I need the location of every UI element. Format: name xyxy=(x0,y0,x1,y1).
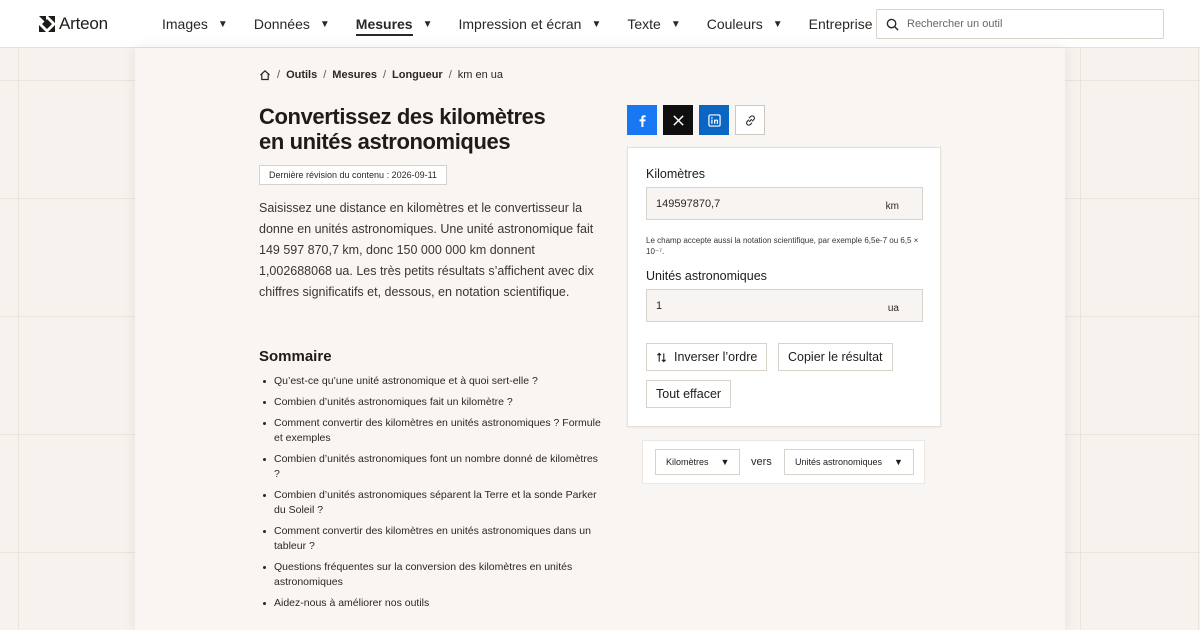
caret-down-icon: ▼ xyxy=(670,18,681,30)
logo-icon xyxy=(39,16,55,32)
toc-item[interactable]: Combien d’unités astronomiques séparent la Terre et la sonde Parker du Soleil ? xyxy=(259,488,604,518)
clear-all-button[interactable]: Tout effacer xyxy=(646,380,731,408)
breadcrumb-longueur[interactable]: Longueur xyxy=(392,69,443,81)
breadcrumb xyxy=(259,69,503,81)
nav-label: Mesures xyxy=(356,16,413,36)
link-icon xyxy=(744,114,757,127)
toc-title: Sommaire xyxy=(259,348,332,365)
main-nav xyxy=(162,0,918,48)
logo-text: Arteon xyxy=(59,14,108,33)
toc-item[interactable]: Aidez-nous à améliorer nos outils xyxy=(259,596,604,611)
to-unit-select-value: Unités astronomiques xyxy=(795,457,883,467)
page-title-line-1: Convertissez des kilomètres xyxy=(259,104,546,129)
nav-label: Images xyxy=(162,16,208,32)
share-buttons xyxy=(627,105,771,135)
input-hint: Le champ accepte aussi la notation scientifique, par exemple 6,5e-7 ou 6,5 × 10⁻⁷. xyxy=(646,236,919,256)
logo[interactable] xyxy=(39,14,108,34)
from-unit-select[interactable] xyxy=(655,449,740,475)
search-box xyxy=(876,9,1164,39)
breadcrumb-separator: / xyxy=(382,69,386,81)
caret-down-icon: ▼ xyxy=(591,18,602,30)
linkedin-icon xyxy=(708,114,721,127)
search-icon xyxy=(886,18,899,31)
swap-button[interactable] xyxy=(646,343,767,371)
share-facebook-button[interactable] xyxy=(627,105,657,135)
page-title-line-2: en unités astronomiques xyxy=(259,129,511,154)
x-icon xyxy=(672,114,685,127)
share-x-button[interactable] xyxy=(663,105,693,135)
nav-item-images[interactable] xyxy=(162,0,228,48)
nav-item-couleurs[interactable] xyxy=(707,0,783,48)
breadcrumb-separator: / xyxy=(323,69,327,81)
nav-item-donnees[interactable] xyxy=(254,0,330,48)
toc-item[interactable]: Comment convertir des kilomètres en unités astronomiques dans un tableur ? xyxy=(259,524,604,554)
caret-down-icon: ▼ xyxy=(422,18,433,30)
astronomical-units-input[interactable] xyxy=(647,290,888,321)
top-bar xyxy=(0,0,1200,48)
unit-selector-bar xyxy=(642,440,925,484)
caret-down-icon: ▼ xyxy=(894,457,903,467)
revision-badge: Dernière révision du contenu : 2026-09-11 xyxy=(259,165,447,185)
from-field xyxy=(646,187,923,220)
intro-paragraph: Saisissez une distance en kilomètres et le convertisseur la donne en unités astronomiques. Une unité astronomique fait 149 597 870,7 km, donc 150 000 000 km donnent 1,002688068 ua. Les très petits résultats s’affichent avec dix chiffres significatifs et, dessous, en notation scientifique. xyxy=(259,201,594,299)
caret-down-icon: ▼ xyxy=(772,18,783,30)
to-unit-select[interactable] xyxy=(784,449,914,475)
page-title xyxy=(259,104,589,154)
toc-item[interactable]: Combien d’unités astronomiques fait un kilomètre ? xyxy=(259,395,604,410)
nav-label: Données xyxy=(253,16,310,32)
breadcrumb-separator: / xyxy=(277,69,281,81)
caret-down-icon: ▼ xyxy=(319,18,330,30)
nav-label: Entreprise xyxy=(808,16,873,32)
home-icon[interactable] xyxy=(259,69,271,81)
to-label: Unités astronomiques xyxy=(646,269,767,283)
search-input[interactable] xyxy=(907,18,1147,30)
caret-down-icon: ▼ xyxy=(720,457,730,467)
nav-label: Couleurs xyxy=(706,16,763,32)
copy-result-button[interactable]: Copier le résultat xyxy=(778,343,893,371)
toc-item[interactable]: Qu’est-ce qu’une unité astronomique et à quoi sert-elle ? xyxy=(259,374,604,389)
from-unit-select-value: Kilomètres xyxy=(666,457,709,467)
nav-label: Impression et écran xyxy=(458,16,582,32)
selector-connector: vers xyxy=(751,456,772,468)
caret-down-icon: ▼ xyxy=(217,18,228,30)
share-linkedin-button[interactable] xyxy=(699,105,729,135)
to-unit: ua xyxy=(887,303,899,314)
swap-arrows-icon xyxy=(656,352,667,363)
copy-link-button[interactable] xyxy=(735,105,765,135)
to-field xyxy=(646,289,923,322)
toc-list xyxy=(259,374,604,617)
converter-card xyxy=(627,147,941,427)
breadcrumb-current: km en ua xyxy=(457,69,504,81)
breadcrumb-mesures[interactable]: Mesures xyxy=(332,69,377,81)
nav-item-texte[interactable] xyxy=(627,0,680,48)
nav-item-impression[interactable] xyxy=(459,0,602,48)
facebook-icon xyxy=(636,114,649,127)
breadcrumb-separator: / xyxy=(448,69,452,81)
toc-item[interactable]: Combien d’unités astronomiques font un nombre donné de kilomètres ? xyxy=(259,452,604,482)
swap-label: Inverser l’ordre xyxy=(674,350,758,364)
toc-item[interactable]: Comment convertir des kilomètres en unités astronomiques ? Formule et exemples xyxy=(259,416,604,446)
nav-label: Texte xyxy=(627,16,661,32)
kilometres-input[interactable] xyxy=(647,188,886,219)
from-label: Kilomètres xyxy=(646,167,706,181)
content-panel xyxy=(135,48,1065,630)
from-unit: km xyxy=(885,201,899,212)
toc-item[interactable]: Questions fréquentes sur la conversion des kilomètres en unités astronomiques xyxy=(259,560,604,590)
nav-item-mesures[interactable] xyxy=(356,0,433,48)
breadcrumb-outils[interactable]: Outils xyxy=(286,69,318,81)
